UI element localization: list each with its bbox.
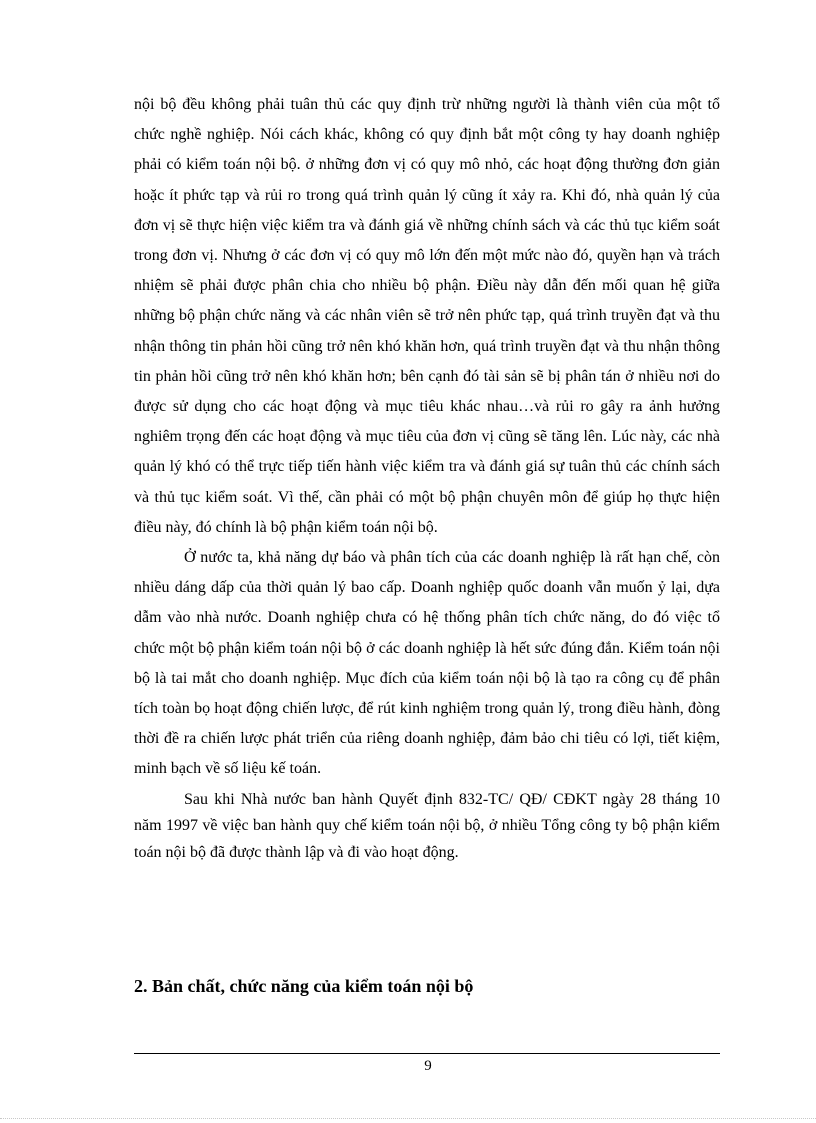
section-heading: 2. Bản chất, chức năng của kiểm toán nội bộ bbox=[134, 976, 474, 996]
paragraph-decision-832: Sau khi Nhà nước ban hành Quyết định 832-TC/ QĐ/ CĐKT ngày 28 tháng 10 năm 1997 về việc ban hành quy chế kiểm toán nội bộ, ở nhiều Tổng công ty bộ phận kiểm toán nội bộ đã được thành lập và đi vào hoạt động. bbox=[134, 790, 720, 861]
page-bottom-border bbox=[0, 1118, 816, 1119]
body-text bbox=[134, 90, 720, 866]
page-number: 9 bbox=[424, 1058, 432, 1074]
paragraph-vietnam-context: Ở nước ta, khả năng dự báo và phân tích của các doanh nghiệp là rất hạn chế, còn nhiều dáng dấp của thời quản lý bao cấp. Doanh nghiệp quốc doanh vẫn muốn ỷ lại, dựa dẫm vào nhà nước. Doanh nghiệp chưa có hệ thống phân tích chức năng, do đó việc tổ chức một bộ phận kiểm toán nội bộ ở các doanh nghiệp là hết sức đúng đắn. Kiểm toán nội bộ là tai mắt cho doanh nghiệp. Mục đích của kiểm toán nội bộ là tạo ra công cụ để phân tích toàn bọ hoạt động chiến lược, để rút kinh nghiệm trong quản lý, trong điều hành, đòng thời đề ra chiến lược phát triển của riêng doanh nghiệp, đảm bảo chi tiêu có lợi, tiết kiệm, minh bạch về số liệu kế toán. bbox=[134, 549, 720, 778]
paragraph-continuation: nội bộ đều không phải tuân thủ các quy định trừ những người là thành viên của một tổ chức nghề nghiệp. Nói cách khác, không có quy định bắt một công ty hay doanh nghiệp phải có kiểm toán nội bộ. ở những đơn vị có quy mô nhỏ, các hoạt động thường đơn giản hoặc ít phức tạp và rủi ro trong quá trình quản lý cũng ít xảy ra. Khi đó, nhà quản lý của đơn vị sẽ thực hiện việc kiểm tra và đánh giá về những chính sách và các thủ tục kiểm soát trong đơn vị. Nhưng ở các đơn vị có quy mô lớn đến một mức nào đó, quyền hạn và trách nhiệm sẽ phải được phân chia cho nhiều bộ phận. Điều này dẫn đến mối quan hệ giữa những bộ phận chức năng và các nhân viên sẽ trở nên phức tạp, quá trình truyền đạt và thu nhận thông tin phản hồi cũng trở nên khó khăn hơn, quá trình truyền đạt và thu nhận thông tin phản hồi cũng trở nên khó khăn hơn; bên cạnh đó tài sản sẽ bị phân tán ở nhiều nơi do được sử dụng cho các hoạt động và mục tiêu khác nhau…và rủi ro gây ra ảnh hưởng nghiêm trọng đến các hoạt động và mục tiêu của đơn vị cũng sẽ tăng lên. Lúc này, các nhà quản lý khó có thể trực tiếp tiến hành việc kiểm tra và đánh giá sự tuân thủ các chính sách và thủ tục kiểm soát. Vì thế, cần phải có một bộ phận chuyên môn để giúp họ thực hiện điều này, đó chính là bộ phận kiểm toán nội bộ. bbox=[134, 96, 720, 536]
footer-divider bbox=[134, 1053, 720, 1054]
